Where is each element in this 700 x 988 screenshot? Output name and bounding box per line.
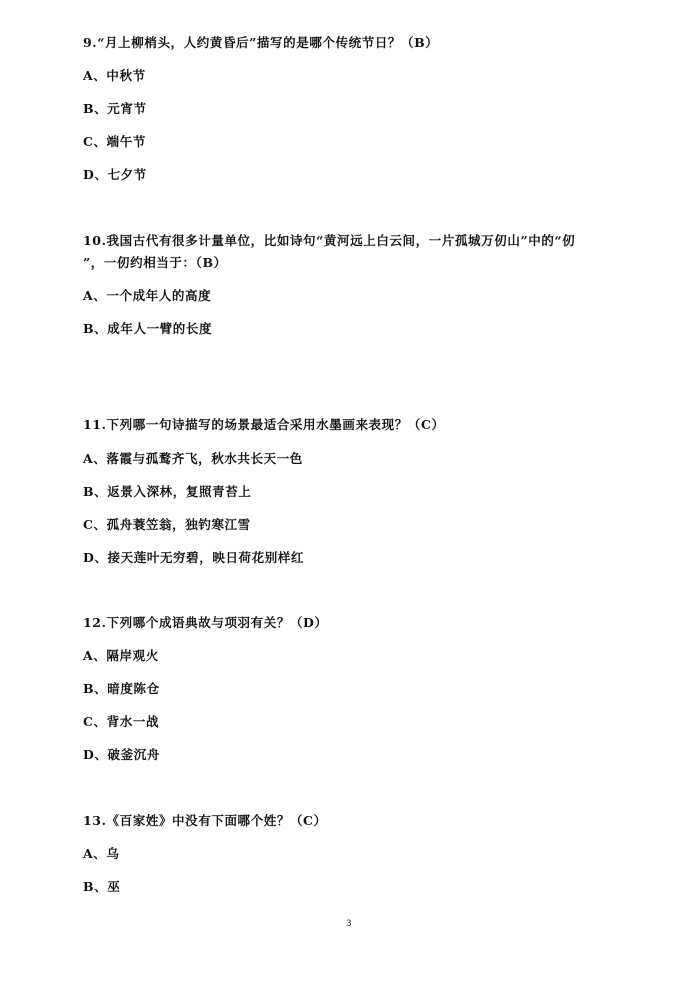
question-12-option-a: A、隔岸观火: [83, 648, 159, 663]
question-12-stem: 12.下列哪个成语典故与项羽有关？（D）: [83, 615, 328, 630]
question-11-option-b: B、返景入深林，复照青苔上: [83, 484, 252, 499]
question-11-option-c: C、孤舟蓑笠翁，独钓寒江雪: [83, 517, 251, 532]
question-13-stem: 13.《百家姓》中没有下面哪个姓？（C）: [83, 813, 327, 828]
page-number: 3: [346, 919, 352, 929]
question-13-option-a: A、乌: [83, 846, 120, 861]
question-11-option-a: A、落霞与孤鹜齐飞，秋水共长天一色: [83, 451, 303, 466]
question-11-option-d: D、接天莲叶无穷碧，映日荷花别样红: [83, 550, 305, 565]
question-10-stem-line2: ”，一仞约相当于：（B）: [83, 255, 227, 270]
question-9-option-b: B、元宵节: [83, 101, 147, 116]
question-12-option-b: B、暗度陈仓: [83, 681, 160, 696]
question-10-option-b: B、成年人一臂的长度: [83, 321, 213, 336]
question-10-stem-line1: 10.我国古代有很多计量单位，比如诗句“黄河远上白云间，一片孤城万仞山”中的“仞: [83, 233, 576, 248]
question-9-stem: 9.“月上柳梢头，人约黄昏后”描写的是哪个传统节日？（B）: [83, 35, 439, 50]
question-10-option-a: A、一个成年人的高度: [83, 288, 212, 303]
question-9-option-a: A、中秋节: [83, 68, 146, 83]
question-9-option-d: D、七夕节: [83, 167, 147, 182]
question-9-option-c: C、端午节: [83, 134, 146, 149]
question-12-option-d: D、破釜沉舟: [83, 747, 160, 762]
question-12-option-c: C、背水一战: [83, 714, 160, 729]
question-11-stem: 11.下列哪一句诗描写的场景最适合采用水墨画来表现？（C）: [83, 417, 445, 432]
question-13-option-b: B、巫: [83, 879, 121, 894]
